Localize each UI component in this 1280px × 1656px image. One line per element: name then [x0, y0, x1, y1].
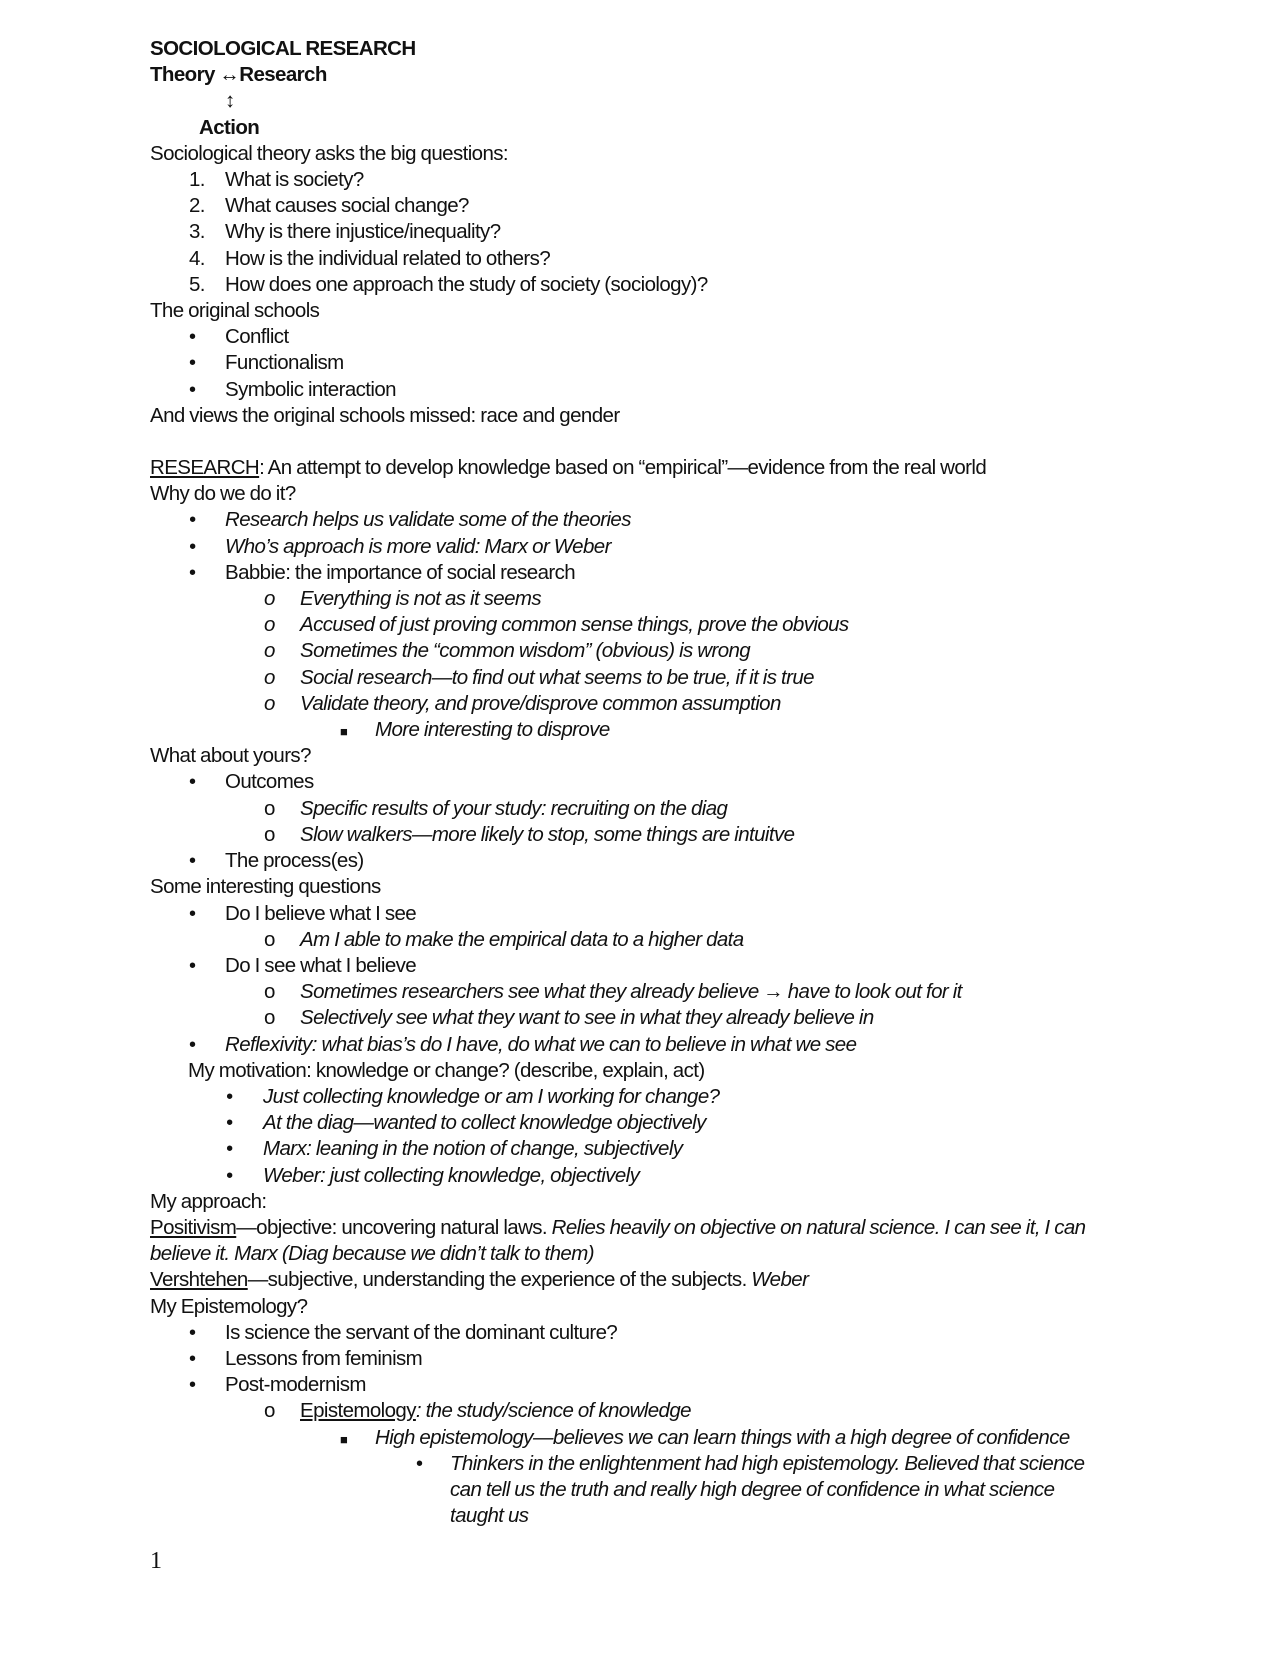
theory-intro: Sociological theory asks the big questions: — [150, 141, 509, 165]
epistemology-item: • Lessons from feminism — [150, 1346, 1150, 1372]
action-heading: Action — [199, 115, 260, 139]
interesting-heading: Some interesting questions — [150, 875, 381, 899]
babbie-item: o Social research—to find out what seems to be true, if it is true — [150, 665, 1150, 691]
square-bullet-icon: ■ — [340, 724, 348, 740]
believe-see-item: • Do I believe what I see — [150, 901, 1150, 927]
epistemology-item: • Post-modernism — [150, 1372, 1150, 1398]
document-title: SOCIOLOGICAL RESEARCH — [150, 37, 416, 60]
why-item: • Babbie: the importance of social research — [150, 560, 1150, 586]
believe-see-sub: o Am I able to make the empirical data to a higher data — [150, 927, 1150, 953]
question-item: 3. Why is there injustice/inequality? — [189, 220, 501, 244]
bullet-icon: • — [226, 1138, 233, 1161]
page-number: 1 — [150, 1548, 162, 1574]
reflexivity-item: • Reflexivity: what bias’s do I have, do what we can to believe in what we see — [150, 1032, 1150, 1058]
research-definition: RESEARCH: An attempt to develop knowledge based on “empirical”—evidence from the real world — [150, 456, 987, 480]
bullet-icon: • — [189, 1033, 196, 1056]
vertical-arrow-icon: ↕ — [225, 89, 235, 113]
bullet-icon: • — [189, 378, 196, 401]
bullet-icon: • — [226, 1112, 233, 1135]
circle-bullet-icon: o — [264, 796, 275, 820]
bullet-icon: • — [189, 954, 196, 977]
bullet-icon: • — [226, 1085, 233, 1108]
see-believe-item: • Do I see what I believe — [150, 953, 1150, 979]
circle-bullet-icon: o — [264, 665, 275, 689]
circle-bullet-icon: o — [264, 927, 275, 951]
epistemology-definition: o Epistemology: the study/science of knowledge — [150, 1398, 1150, 1424]
circle-bullet-icon: o — [264, 691, 275, 715]
verstehen-paragraph: Vershtehen—subjective, understanding the experience of the subjects. Weber — [150, 1268, 809, 1292]
why-item: • Who’s approach is more valid: Marx or Weber — [150, 534, 1150, 560]
bullet-icon: • — [189, 561, 196, 584]
bullet-icon: • — [189, 771, 196, 794]
theory-research-heading: Theory ↔Research — [150, 63, 327, 87]
question-item: 4. How is the individual related to others? — [189, 246, 551, 270]
disprove-note: ■ More interesting to disprove — [150, 717, 1150, 743]
notes-content — [150, 36, 1150, 1529]
motivation-item: • Weber: just collecting knowledge, objectively — [150, 1163, 1150, 1189]
positivism-paragraph: Positivism—objective: uncovering natural laws. Relies heavily on objective on natural science. I can see it, I can believe it. Marx (Diag because we didn’t talk to them) — [150, 1215, 1086, 1266]
bullet-icon: • — [189, 509, 196, 532]
motivation-item: • At the diag—wanted to collect knowledge objectively — [150, 1110, 1150, 1136]
schools-missed: And views the original schools missed: race and gender — [150, 403, 620, 427]
bullet-icon: • — [189, 1347, 196, 1370]
high-epistemology: ■ High epistemology—believes we can learn things with a high degree of confidence — [150, 1425, 1150, 1451]
motivation-item: • Just collecting knowledge or am I working for change? — [150, 1084, 1150, 1110]
outcome-sub-item: o Slow walkers—more likely to stop, some things are intuitve — [150, 822, 1150, 848]
outcomes-item: • Outcomes — [150, 769, 1150, 795]
circle-bullet-icon: o — [264, 639, 275, 663]
school-item: • Conflict — [150, 324, 1150, 350]
approach-heading: My approach: — [150, 1189, 267, 1213]
bullet-icon: • — [416, 1452, 423, 1475]
bullet-icon: • — [189, 850, 196, 873]
bullet-icon: • — [189, 1321, 196, 1344]
question-item: 1. What is society? — [189, 168, 364, 192]
bullet-icon: • — [189, 535, 196, 558]
motivation-heading: My motivation: knowledge or change? (describe, explain, act) — [188, 1058, 705, 1082]
see-believe-sub: o Selectively see what they want to see in what they already believe in — [150, 1005, 1150, 1031]
circle-bullet-icon: o — [264, 980, 275, 1004]
process-item: • The process(es) — [150, 848, 1150, 874]
enlightenment-note: • Thinkers in the enlightenment had high epistemology. Believed that science can tell us the truth and really high degree of confidence in what science taught us — [416, 1451, 1085, 1528]
bullet-icon: • — [189, 352, 196, 375]
circle-bullet-icon: o — [264, 1399, 275, 1423]
babbie-item: o Everything is not as it seems — [150, 586, 1150, 612]
schools-heading: The original schools — [150, 299, 320, 323]
square-bullet-icon: ■ — [340, 1431, 348, 1447]
outcome-sub-item: o Specific results of your study: recruiting on the diag — [150, 796, 1150, 822]
arrow-right-icon: → — [763, 980, 784, 1004]
circle-bullet-icon: o — [264, 1006, 275, 1030]
why-item: • Research helps us validate some of the theories — [150, 507, 1150, 533]
school-item: • Symbolic interaction — [150, 377, 1150, 403]
bullet-icon: • — [189, 902, 196, 925]
yours-heading: What about yours? — [150, 744, 311, 768]
why-heading: Why do we do it? — [150, 482, 296, 506]
circle-bullet-icon: o — [264, 613, 275, 637]
circle-bullet-icon: o — [264, 822, 275, 846]
babbie-item: o Sometimes the “common wisdom” (obvious) is wrong — [150, 638, 1150, 664]
babbie-item: o Validate theory, and prove/disprove common assumption — [150, 691, 1150, 717]
epistemology-item: • Is science the servant of the dominant culture? — [150, 1320, 1150, 1346]
bullet-icon: • — [226, 1164, 233, 1187]
question-item: 2. What causes social change? — [189, 194, 469, 218]
motivation-item: • Marx: leaning in the notion of change, subjectively — [150, 1136, 1150, 1162]
question-item: 5. How does one approach the study of society (sociology)? — [189, 272, 708, 296]
epistemology-heading: My Epistemology? — [150, 1294, 308, 1318]
see-believe-sub: o Sometimes researchers see what they already believe → have to look out for it — [150, 979, 1150, 1005]
bullet-icon: • — [189, 326, 196, 349]
babbie-item: o Accused of just proving common sense things, prove the obvious — [150, 612, 1150, 638]
bullet-icon: • — [189, 1374, 196, 1397]
school-item: • Functionalism — [150, 350, 1150, 376]
circle-bullet-icon: o — [264, 587, 275, 611]
